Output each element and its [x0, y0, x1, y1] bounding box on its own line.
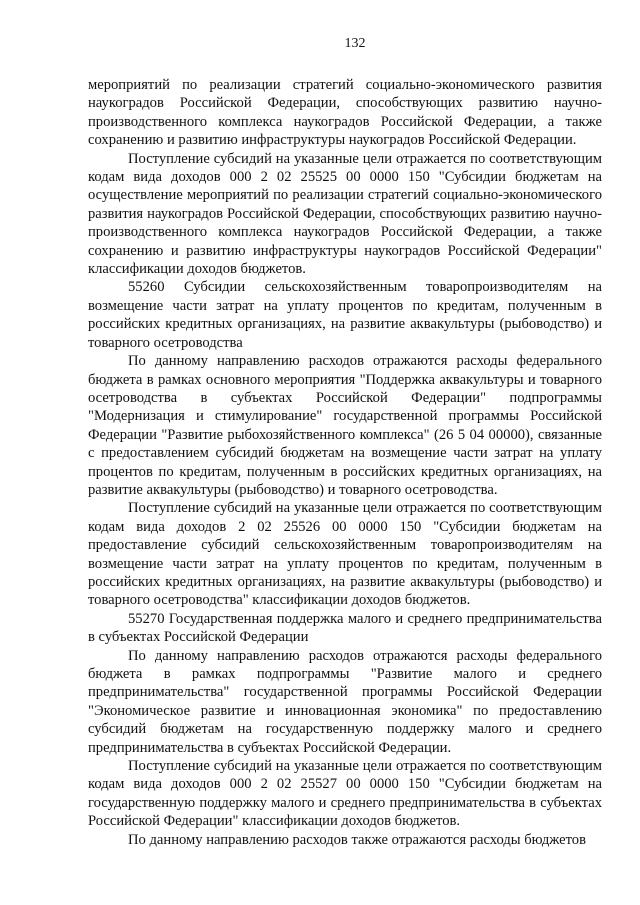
- paragraph: Поступление субсидий на указанные цели отражается по соответствующим кодам вида доходов 2 02 25526 00 0000 150 "Субсидии бюджетам на предоставление субсидий сельскохозяйственным товаропроизводителям на возмещение части затрат на уплату процентов по кредитам, полученным в российских кредитных организациях, на развитие аквакультуры (рыбоводство) и товарного осетроводства" классификации доходов бюджетов.: [88, 500, 602, 609]
- paragraph: По данному направлению расходов отражаются расходы федерального бюджета в рамках основного мероприятия "Поддержка аквакультуры и товарного осетроводства в субъектах Российской Федерации" подпрограммы "Модернизация и стимулирование" государственной программы Российской Федерации "Развитие рыбохозяйственного комплекса" (26 5 04 00000), связанные с предоставлением субсидий бюджетам на возмещение части затрат на уплату процентов по кредитам, полученным в российских кредитных организациях, на развитие аквакультуры (рыбоводство) и товарного осетроводства.: [88, 353, 602, 498]
- paragraph-code-55260: 55260 Субсидии сельскохозяйственным товаропроизводителям на возмещение части затрат на уплату процентов по кредитам, полученным в российских кредитных организациях, на развитие аквакультуры (рыбоводство) и товарного осетроводства: [88, 279, 602, 351]
- paragraph: По данному направлению расходов отражаются расходы федерального бюджета в рамках подпрограммы "Развитие малого и среднего предпринимательства" государственной программы Российской Федерации "Экономическое развитие и инновационная экономика" по предоставлению субсидий бюджетам на государственную поддержку малого и среднего предпринимательства в субъектах Российской Федерации.: [88, 647, 602, 756]
- paragraph: Поступление субсидий на указанные цели отражается по соответствующим кодам вида доходов 000 2 02 25525 00 0000 150 "Субсидии бюджетам на осуществление мероприятий по реализации стратегий социально-экономического развития наукоградов Российской Федерации, способствующих развитию научно-производственного комплекса наукоградов Российской Федерации, а также сохранению и развитию инфраструктуры наукоградов Российской Федерации" классификации доходов бюджетов.: [88, 150, 602, 278]
- page-number: 132: [344, 36, 366, 51]
- paragraph: мероприятий по реализации стратегий социально-экономического развития наукоградов Российской Федерации, способствующих развитию научно-производственного комплекса наукоградов Российской Федерации, а также сохранению и развитию инфраструктуры наукоградов Российской Федерации.: [88, 77, 602, 149]
- document-body: [88, 76, 602, 849]
- paragraph: По данному направлению расходов также отражаются расходы бюджетов: [128, 831, 586, 848]
- paragraph-code-55270: 55270 Государственная поддержка малого и среднего предпринимательства в субъектах Российской Федерации: [88, 610, 602, 646]
- paragraph: Поступление субсидий на указанные цели отражается по соответствующим кодам вида доходов 000 2 02 25527 00 0000 150 "Субсидии бюджетам на государственную поддержку малого и среднего предпринимательства в субъектах Российской Федерации" классификации доходов бюджетов.: [88, 758, 602, 830]
